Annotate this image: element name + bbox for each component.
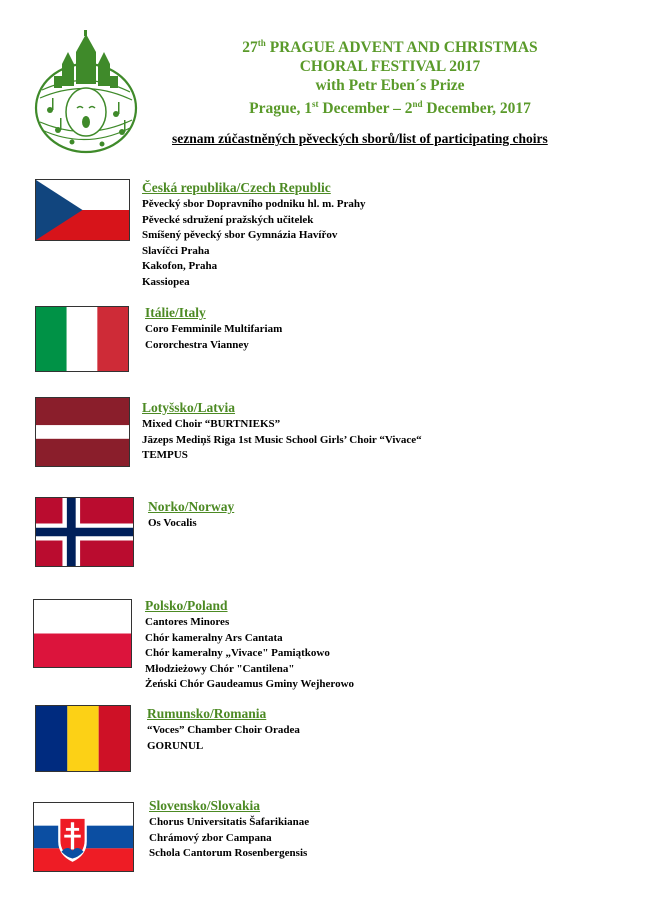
country-section-norway	[148, 499, 234, 532]
norway-flag-icon	[35, 497, 134, 567]
choir-item: Kakofon, Praha	[142, 260, 218, 272]
festival-logo-icon	[32, 30, 140, 158]
choir-item: Chór kameralny „Vivace" Pamiątkowo	[145, 647, 330, 659]
country-section-latvia	[142, 400, 422, 464]
choir-item: Kassiopea	[142, 275, 190, 288]
country-name: Polsko/Poland	[145, 598, 228, 613]
choir-item: Pěvecký sbor Dopravního podniku hl. m. Prahy	[142, 198, 366, 210]
choir-item: Chór kameralny Ars Cantata	[145, 631, 283, 644]
latvia-flag-icon	[35, 397, 130, 467]
country-section-czech	[142, 180, 366, 290]
choir-item: Chrámový zbor Campana	[149, 831, 272, 844]
country-section-romania	[147, 706, 300, 754]
choir-item: Żeński Chór Gaudeamus Gminy Wejherowo	[145, 678, 355, 690]
country-name: Česká republika/Czech Republic	[142, 180, 331, 195]
choir-item: Mixed Choir “BURTNIEKS”	[142, 418, 281, 430]
poland-flag-icon	[33, 599, 132, 668]
festival-title: 27th PRAGUE ADVENT AND CHRISTMAS CHORAL FESTIVAL 2017 with Petr Eben´s Prize Prague, 1st December – 2nd December, 2017	[242, 38, 538, 118]
choir-item: Schola Cantorum Rosenbergensis	[149, 847, 308, 859]
czech-flag-icon	[35, 179, 130, 241]
choir-item: Coro Femminile Multifariam	[145, 323, 283, 335]
choir-item: Chorus Universitatis Šafarikianae	[149, 816, 310, 828]
country-name: Itálie/Italy	[145, 305, 206, 320]
country-section-poland	[145, 598, 354, 693]
country-name: Lotyšsko/Latvia	[142, 400, 236, 415]
choir-item: GORUNUL	[147, 739, 204, 752]
romania-flag-icon	[35, 705, 131, 772]
choir-item: Slavíčci Praha	[142, 244, 210, 257]
choir-item: Pěvecké sdružení pražských učitelek	[142, 213, 314, 226]
choir-item: TEMPUS	[142, 449, 188, 461]
country-name: Slovensko/Slovakia	[149, 798, 261, 813]
country-name: Norko/Norway	[148, 499, 235, 514]
page-subtitle: seznam zúčastněných pěveckých sborů/list of participating choirs	[172, 131, 548, 146]
slovakia-flag-icon	[33, 802, 134, 872]
choir-item: Cororchestra Vianney	[145, 338, 249, 351]
country-section-italy	[145, 305, 282, 353]
choir-item: Młodzieżowy Chór "Cantilena"	[145, 662, 295, 675]
italy-flag-icon	[35, 306, 129, 372]
choir-item: Jāzeps Mediņš Riga 1st Music School Girls’ Choir “Vivace“	[142, 433, 422, 446]
choir-item: Cantores Minores	[145, 616, 230, 628]
choir-item: “Voces” Chamber Choir Oradea	[147, 724, 300, 736]
country-name: Rumunsko/Romania	[147, 706, 267, 721]
country-section-slovakia	[149, 798, 309, 862]
choir-item: Smíšený pěvecký sbor Gymnázia Havířov	[142, 229, 338, 241]
choir-item: Os Vocalis	[148, 517, 197, 529]
